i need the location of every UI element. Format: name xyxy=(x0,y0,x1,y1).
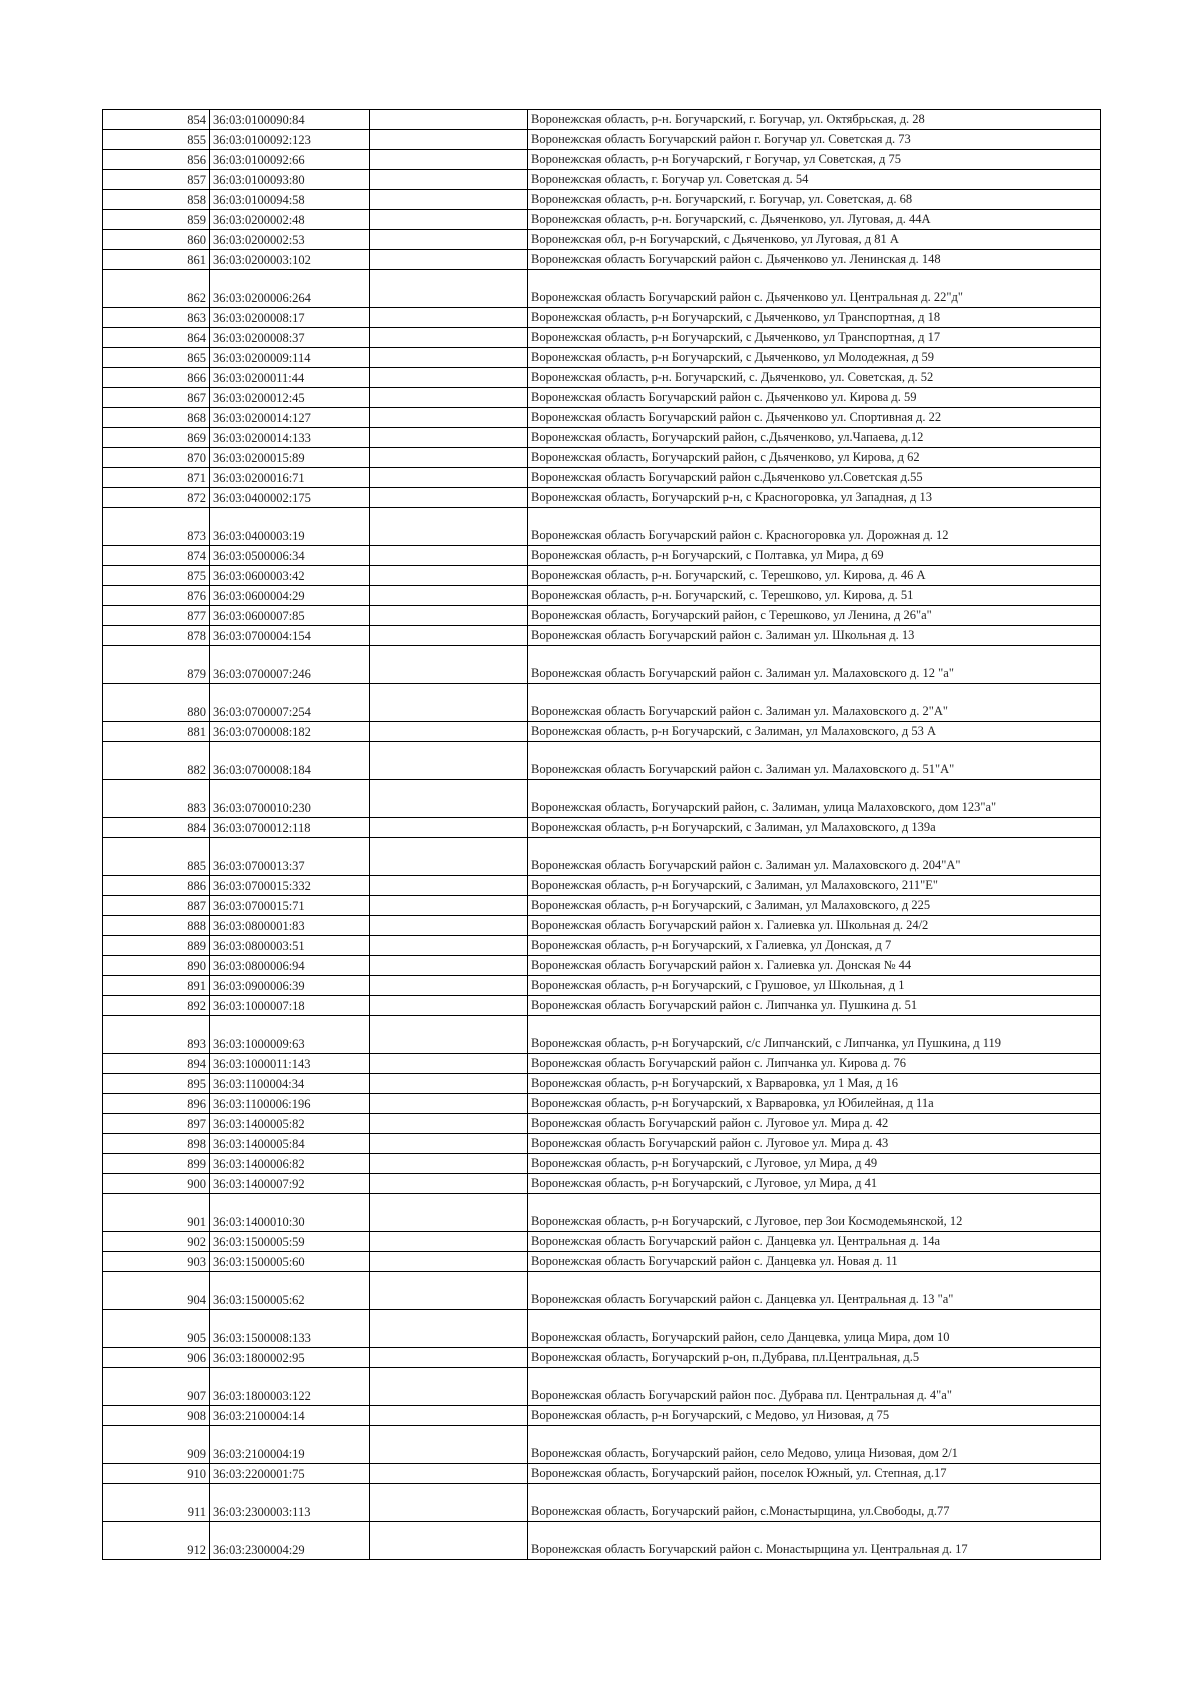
empty-column-cell xyxy=(370,270,528,308)
row-number-cell: 891 xyxy=(103,976,210,996)
empty-column-cell xyxy=(370,976,528,996)
empty-column-cell xyxy=(370,876,528,896)
row-number-cell: 887 xyxy=(103,896,210,916)
cadastral-number-cell: 36:03:2200001:75 xyxy=(210,1464,370,1484)
address-cell: Воронежская область, р-н Богучарский, х Галиевка, ул Донская, д 7 xyxy=(528,936,1101,956)
row-number-cell: 903 xyxy=(103,1252,210,1272)
table-row xyxy=(103,1310,1101,1348)
row-number-cell: 854 xyxy=(103,110,210,130)
row-number-cell: 870 xyxy=(103,448,210,468)
cadastral-number-cell: 36:03:2300003:113 xyxy=(210,1484,370,1522)
row-number-cell: 866 xyxy=(103,368,210,388)
row-number-cell: 874 xyxy=(103,546,210,566)
row-number-cell: 877 xyxy=(103,606,210,626)
address-cell: Воронежская область, р-н Богучарский, с Луговое, ул Мира, д 49 xyxy=(528,1154,1101,1174)
cadastral-number-cell: 36:03:0200002:53 xyxy=(210,230,370,250)
row-number-cell: 901 xyxy=(103,1194,210,1232)
empty-column-cell xyxy=(370,210,528,230)
cadastral-number-cell: 36:03:1800002:95 xyxy=(210,1348,370,1368)
empty-column-cell xyxy=(370,1368,528,1406)
empty-column-cell xyxy=(370,1054,528,1074)
empty-column-cell xyxy=(370,606,528,626)
empty-column-cell xyxy=(370,1134,528,1154)
row-number-cell: 883 xyxy=(103,780,210,818)
table-row xyxy=(103,428,1101,448)
table-row xyxy=(103,1094,1101,1114)
address-cell: Воронежская область, Богучарский район, с. Залиман, улица Малаховского, дом 123"а" xyxy=(528,780,1101,818)
row-number-cell: 878 xyxy=(103,626,210,646)
empty-column-cell xyxy=(370,230,528,250)
cadastral-number-cell: 36:03:0700007:254 xyxy=(210,684,370,722)
cadastral-number-cell: 36:03:0200015:89 xyxy=(210,448,370,468)
table-row xyxy=(103,210,1101,230)
cadastral-number-cell: 36:03:0700008:184 xyxy=(210,742,370,780)
table-row xyxy=(103,1134,1101,1154)
empty-column-cell xyxy=(370,818,528,838)
row-number-cell: 904 xyxy=(103,1272,210,1310)
empty-column-cell xyxy=(370,328,528,348)
row-number-cell: 898 xyxy=(103,1134,210,1154)
row-number-cell: 879 xyxy=(103,646,210,684)
address-cell: Воронежская область, р-н Богучарский, с Дьяченково, ул Транспортная, д 17 xyxy=(528,328,1101,348)
address-cell: Воронежская область Богучарский район с. Залиман ул. Малаховского д. 204"А" xyxy=(528,838,1101,876)
row-number-cell: 896 xyxy=(103,1094,210,1114)
row-number-cell: 886 xyxy=(103,876,210,896)
address-cell: Воронежская область, р-н. Богучарский, с. Терешково, ул. Кирова, д. 46 А xyxy=(528,566,1101,586)
address-cell: Воронежская область, р-н Богучарский, с Грушовое, ул Школьная, д 1 xyxy=(528,976,1101,996)
cadastral-number-cell: 36:03:0800001:83 xyxy=(210,916,370,936)
table-row xyxy=(103,646,1101,684)
address-cell: Воронежская область, Богучарский р-н, с Красногоровка, ул Западная, д 13 xyxy=(528,488,1101,508)
empty-column-cell xyxy=(370,1522,528,1560)
empty-column-cell xyxy=(370,348,528,368)
row-number-cell: 855 xyxy=(103,130,210,150)
empty-column-cell xyxy=(370,1252,528,1272)
empty-column-cell xyxy=(370,1194,528,1232)
row-number-cell: 882 xyxy=(103,742,210,780)
cadastral-number-cell: 36:03:0600007:85 xyxy=(210,606,370,626)
address-cell: Воронежская область, р-н Богучарский, х Варваровка, ул 1 Мая, д 16 xyxy=(528,1074,1101,1094)
empty-column-cell xyxy=(370,1464,528,1484)
empty-column-cell xyxy=(370,150,528,170)
address-cell: Воронежская область, Богучарский район, с.Монастырщина, ул.Свободы, д.77 xyxy=(528,1484,1101,1522)
row-number-cell: 906 xyxy=(103,1348,210,1368)
address-cell: Воронежская область Богучарский район с. Луговое ул. Мира д. 43 xyxy=(528,1134,1101,1154)
empty-column-cell xyxy=(370,896,528,916)
cadastral-number-cell: 36:03:1400005:82 xyxy=(210,1114,370,1134)
address-cell: Воронежская область Богучарский район пос. Дубрава пл. Центральная д. 4"а" xyxy=(528,1368,1101,1406)
cadastral-number-cell: 36:03:0700010:230 xyxy=(210,780,370,818)
cadastral-number-cell: 36:03:0200008:37 xyxy=(210,328,370,348)
cadastral-number-cell: 36:03:1400010:30 xyxy=(210,1194,370,1232)
table-row xyxy=(103,1016,1101,1054)
cadastral-number-cell: 36:03:0500006:34 xyxy=(210,546,370,566)
row-number-cell: 908 xyxy=(103,1406,210,1426)
table-row xyxy=(103,722,1101,742)
table-row xyxy=(103,1054,1101,1074)
address-cell: Воронежская область Богучарский район с. Дьяченково ул. Кирова д. 59 xyxy=(528,388,1101,408)
table-row xyxy=(103,1348,1101,1368)
cadastral-number-cell: 36:03:0200011:44 xyxy=(210,368,370,388)
address-cell: Воронежская область, р-н Богучарский, с Залиман, ул Малаховского, д 225 xyxy=(528,896,1101,916)
cadastral-number-cell: 36:03:1500005:59 xyxy=(210,1232,370,1252)
table-row xyxy=(103,684,1101,722)
address-cell: Воронежская область, Богучарский р-он, п.Дубрава, пл.Центральная, д.5 xyxy=(528,1348,1101,1368)
cadastral-number-cell: 36:03:0100092:66 xyxy=(210,150,370,170)
cadastral-number-cell: 36:03:1400007:92 xyxy=(210,1174,370,1194)
address-cell: Воронежская область Богучарский район с. Монастырщина ул. Центральная д. 17 xyxy=(528,1522,1101,1560)
empty-column-cell xyxy=(370,1484,528,1522)
empty-column-cell xyxy=(370,566,528,586)
cadastral-number-cell: 36:03:2100004:19 xyxy=(210,1426,370,1464)
cadastral-number-cell: 36:03:0800006:94 xyxy=(210,956,370,976)
cadastral-number-cell: 36:03:0700007:246 xyxy=(210,646,370,684)
cadastral-number-cell: 36:03:1500005:60 xyxy=(210,1252,370,1272)
address-cell: Воронежская область Богучарский район с. Данцевка ул. Центральная д. 14а xyxy=(528,1232,1101,1252)
empty-column-cell xyxy=(370,1114,528,1134)
row-number-cell: 856 xyxy=(103,150,210,170)
address-cell: Воронежская обл, р-н Богучарский, с Дьяченково, ул Луговая, д 81 А xyxy=(528,230,1101,250)
empty-column-cell xyxy=(370,586,528,606)
table-row xyxy=(103,606,1101,626)
empty-column-cell xyxy=(370,1232,528,1252)
address-cell: Воронежская область Богучарский район с.Дьяченково ул.Советская д.55 xyxy=(528,468,1101,488)
table-row xyxy=(103,230,1101,250)
table-row xyxy=(103,250,1101,270)
table-row xyxy=(103,448,1101,468)
cadastral-number-cell: 36:03:0100093:80 xyxy=(210,170,370,190)
table-row xyxy=(103,916,1101,936)
row-number-cell: 869 xyxy=(103,428,210,448)
empty-column-cell xyxy=(370,838,528,876)
cadastral-number-cell: 36:03:0700004:154 xyxy=(210,626,370,646)
address-cell: Воронежская область, р-н Богучарский, с Залиман, ул Малаховского, д 53 А xyxy=(528,722,1101,742)
address-cell: Воронежская область Богучарский район с. Залиман ул. Школьная д. 13 xyxy=(528,626,1101,646)
empty-column-cell xyxy=(370,508,528,546)
row-number-cell: 889 xyxy=(103,936,210,956)
table-row xyxy=(103,818,1101,838)
address-cell: Воронежская область, р-н. Богучарский, г. Богучар, ул. Советская, д. 68 xyxy=(528,190,1101,210)
address-cell: Воронежская область, р-н Богучарский, с Дьяченково, ул Молодежная, д 59 xyxy=(528,348,1101,368)
empty-column-cell xyxy=(370,170,528,190)
empty-column-cell xyxy=(370,1174,528,1194)
row-number-cell: 876 xyxy=(103,586,210,606)
address-cell: Воронежская область, р-н. Богучарский, с. Дьяченково, ул. Луговая, д. 44А xyxy=(528,210,1101,230)
cadastral-number-cell: 36:03:0200008:17 xyxy=(210,308,370,328)
table-row xyxy=(103,1074,1101,1094)
table-row xyxy=(103,1522,1101,1560)
row-number-cell: 893 xyxy=(103,1016,210,1054)
address-cell: Воронежская область, Богучарский район, село Медово, улица Низовая, дом 2/1 xyxy=(528,1426,1101,1464)
table-row xyxy=(103,110,1101,130)
table-row xyxy=(103,1484,1101,1522)
table-row xyxy=(103,586,1101,606)
cadastral-number-cell: 36:03:0700015:71 xyxy=(210,896,370,916)
address-cell: Воронежская область, р-н Богучарский, х Варваровка, ул Юбилейная, д 11а xyxy=(528,1094,1101,1114)
table-row xyxy=(103,566,1101,586)
address-cell: Воронежская область Богучарский район с. Красногоровка ул. Дорожная д. 12 xyxy=(528,508,1101,546)
empty-column-cell xyxy=(370,448,528,468)
table-row xyxy=(103,996,1101,1016)
row-number-cell: 872 xyxy=(103,488,210,508)
row-number-cell: 894 xyxy=(103,1054,210,1074)
empty-column-cell xyxy=(370,1348,528,1368)
address-cell: Воронежская область, Богучарский район, с Дьяченково, ул Кирова, д 62 xyxy=(528,448,1101,468)
cadastral-number-cell: 36:03:1500005:62 xyxy=(210,1272,370,1310)
address-cell: Воронежская область, г. Богучар ул. Советская д. 54 xyxy=(528,170,1101,190)
empty-column-cell xyxy=(370,110,528,130)
table-row xyxy=(103,308,1101,328)
row-number-cell: 897 xyxy=(103,1114,210,1134)
table-row xyxy=(103,1174,1101,1194)
row-number-cell: 860 xyxy=(103,230,210,250)
address-cell: Воронежская область Богучарский район х. Галиевка ул. Школьная д. 24/2 xyxy=(528,916,1101,936)
empty-column-cell xyxy=(370,936,528,956)
empty-column-cell xyxy=(370,916,528,936)
row-number-cell: 871 xyxy=(103,468,210,488)
table-row xyxy=(103,546,1101,566)
cadastral-number-cell: 36:03:0100090:84 xyxy=(210,110,370,130)
address-cell: Воронежская область, р-н Богучарский, с Залиман, ул Малаховского, д 139а xyxy=(528,818,1101,838)
table-row xyxy=(103,1154,1101,1174)
address-cell: Воронежская область, р-н Богучарский, г Богучар, ул Советская, д 75 xyxy=(528,150,1101,170)
row-number-cell: 884 xyxy=(103,818,210,838)
address-cell: Воронежская область Богучарский район с. Залиман ул. Малаховского д. 51"А" xyxy=(528,742,1101,780)
row-number-cell: 864 xyxy=(103,328,210,348)
row-number-cell: 905 xyxy=(103,1310,210,1348)
address-cell: Воронежская область Богучарский район с. Дьяченково ул. Ленинская д. 148 xyxy=(528,250,1101,270)
table-row xyxy=(103,150,1101,170)
address-cell: Воронежская область, Богучарский район, поселок Южный, ул. Степная, д.17 xyxy=(528,1464,1101,1484)
address-cell: Воронежская область, р-н. Богучарский, с. Дьяченково, ул. Советская, д. 52 xyxy=(528,368,1101,388)
cadastral-number-cell: 36:03:0200014:127 xyxy=(210,408,370,428)
row-number-cell: 900 xyxy=(103,1174,210,1194)
empty-column-cell xyxy=(370,956,528,976)
table-row xyxy=(103,1426,1101,1464)
cadastral-number-cell: 36:03:0400002:175 xyxy=(210,488,370,508)
cadastral-number-cell: 36:03:0600004:29 xyxy=(210,586,370,606)
row-number-cell: 857 xyxy=(103,170,210,190)
row-number-cell: 885 xyxy=(103,838,210,876)
empty-column-cell xyxy=(370,130,528,150)
table-row xyxy=(103,270,1101,308)
address-cell: Воронежская область Богучарский район с. Данцевка ул. Новая д. 11 xyxy=(528,1252,1101,1272)
address-cell: Воронежская область, Богучарский район, село Данцевка, улица Мира, дом 10 xyxy=(528,1310,1101,1348)
address-cell: Воронежская область Богучарский район с. Дьяченково ул. Центральная д. 22"д" xyxy=(528,270,1101,308)
address-cell: Воронежская область, Богучарский район, с Терешково, ул Ленина, д 26"а" xyxy=(528,606,1101,626)
cadastral-number-cell: 36:03:1500008:133 xyxy=(210,1310,370,1348)
cadastral-number-cell: 36:03:0200003:102 xyxy=(210,250,370,270)
table-row xyxy=(103,468,1101,488)
row-number-cell: 865 xyxy=(103,348,210,368)
cadastral-number-cell: 36:03:0700015:332 xyxy=(210,876,370,896)
table-row xyxy=(103,626,1101,646)
address-cell: Воронежская область, р-н Богучарский, с Полтавка, ул Мира, д 69 xyxy=(528,546,1101,566)
empty-column-cell xyxy=(370,1406,528,1426)
table-row xyxy=(103,190,1101,210)
empty-column-cell xyxy=(370,1094,528,1114)
empty-column-cell xyxy=(370,1310,528,1348)
cadastral-number-cell: 36:03:1800003:122 xyxy=(210,1368,370,1406)
address-cell: Воронежская область, р-н Богучарский, с/с Липчанский, с Липчанка, ул Пушкина, д 119 xyxy=(528,1016,1101,1054)
cadastral-number-cell: 36:03:1400006:82 xyxy=(210,1154,370,1174)
table-row xyxy=(103,1368,1101,1406)
address-cell: Воронежская область, р-н Богучарский, с Луговое, ул Мира, д 41 xyxy=(528,1174,1101,1194)
cadastral-number-cell: 36:03:1100004:34 xyxy=(210,1074,370,1094)
table-row xyxy=(103,170,1101,190)
cadastral-number-cell: 36:03:2300004:29 xyxy=(210,1522,370,1560)
cadastral-number-cell: 36:03:1000009:63 xyxy=(210,1016,370,1054)
row-number-cell: 880 xyxy=(103,684,210,722)
empty-column-cell xyxy=(370,780,528,818)
address-cell: Воронежская область, р-н. Богучарский, с. Терешково, ул. Кирова, д. 51 xyxy=(528,586,1101,606)
cadastral-number-cell: 36:03:0400003:19 xyxy=(210,508,370,546)
address-cell: Воронежская область Богучарский район с. Луговое ул. Мира д. 42 xyxy=(528,1114,1101,1134)
cadastral-number-cell: 36:03:0200016:71 xyxy=(210,468,370,488)
table-row xyxy=(103,1194,1101,1232)
table-row xyxy=(103,408,1101,428)
row-number-cell: 907 xyxy=(103,1368,210,1406)
row-number-cell: 902 xyxy=(103,1232,210,1252)
empty-column-cell xyxy=(370,546,528,566)
row-number-cell: 867 xyxy=(103,388,210,408)
cadastral-number-cell: 36:03:0900006:39 xyxy=(210,976,370,996)
row-number-cell: 892 xyxy=(103,996,210,1016)
address-cell: Воронежская область Богучарский район с. Липчанка ул. Пушкина д. 51 xyxy=(528,996,1101,1016)
cadastral-number-cell: 36:03:0600003:42 xyxy=(210,566,370,586)
row-number-cell: 912 xyxy=(103,1522,210,1560)
table-row xyxy=(103,488,1101,508)
table-row xyxy=(103,1114,1101,1134)
empty-column-cell xyxy=(370,468,528,488)
row-number-cell: 909 xyxy=(103,1426,210,1464)
cadastral-number-cell: 36:03:0700012:118 xyxy=(210,818,370,838)
empty-column-cell xyxy=(370,1016,528,1054)
cadastral-number-cell: 36:03:0800003:51 xyxy=(210,936,370,956)
address-cell: Воронежская область Богучарский район х. Галиевка ул. Донская № 44 xyxy=(528,956,1101,976)
cadastral-number-cell: 36:03:1400005:84 xyxy=(210,1134,370,1154)
empty-column-cell xyxy=(370,428,528,448)
cadastral-number-cell: 36:03:1100006:196 xyxy=(210,1094,370,1114)
cadastral-number-cell: 36:03:1000011:143 xyxy=(210,1054,370,1074)
cadastral-number-cell: 36:03:0200012:45 xyxy=(210,388,370,408)
empty-column-cell xyxy=(370,308,528,328)
table-row xyxy=(103,328,1101,348)
table-row xyxy=(103,1464,1101,1484)
cadastral-number-cell: 36:03:0200002:48 xyxy=(210,210,370,230)
cadastral-number-cell: 36:03:0700008:182 xyxy=(210,722,370,742)
table-row xyxy=(103,1272,1101,1310)
cadastral-number-cell: 36:03:0100092:123 xyxy=(210,130,370,150)
table-row xyxy=(103,1252,1101,1272)
empty-column-cell xyxy=(370,1074,528,1094)
empty-column-cell xyxy=(370,488,528,508)
table-row xyxy=(103,742,1101,780)
table-row xyxy=(103,508,1101,546)
cadastral-number-cell: 36:03:0100094:58 xyxy=(210,190,370,210)
cadastral-number-cell: 36:03:0200009:114 xyxy=(210,348,370,368)
address-cell: Воронежская область Богучарский район г. Богучар ул. Советская д. 73 xyxy=(528,130,1101,150)
row-number-cell: 890 xyxy=(103,956,210,976)
address-cell: Воронежская область, р-н Богучарский, с Медово, ул Низовая, д 75 xyxy=(528,1406,1101,1426)
table-row xyxy=(103,130,1101,150)
empty-column-cell xyxy=(370,996,528,1016)
row-number-cell: 873 xyxy=(103,508,210,546)
empty-column-cell xyxy=(370,368,528,388)
empty-column-cell xyxy=(370,1272,528,1310)
cadastral-number-cell: 36:03:0700013:37 xyxy=(210,838,370,876)
address-cell: Воронежская область, р-н Богучарский, с Луговое, пер Зои Космодемьянской, 12 xyxy=(528,1194,1101,1232)
row-number-cell: 881 xyxy=(103,722,210,742)
empty-column-cell xyxy=(370,1154,528,1174)
address-cell: Воронежская область, Богучарский район, с.Дьяченково, ул.Чапаева, д.12 xyxy=(528,428,1101,448)
table-row xyxy=(103,1406,1101,1426)
row-number-cell: 863 xyxy=(103,308,210,328)
empty-column-cell xyxy=(370,626,528,646)
row-number-cell: 888 xyxy=(103,916,210,936)
row-number-cell: 861 xyxy=(103,250,210,270)
cadastral-number-cell: 36:03:0200014:133 xyxy=(210,428,370,448)
address-cell: Воронежская область Богучарский район с. Залиман ул. Малаховского д. 12 "а" xyxy=(528,646,1101,684)
empty-column-cell xyxy=(370,646,528,684)
row-number-cell: 895 xyxy=(103,1074,210,1094)
table-row xyxy=(103,780,1101,818)
empty-column-cell xyxy=(370,388,528,408)
table-row xyxy=(103,388,1101,408)
table-body xyxy=(103,110,1101,1560)
row-number-cell: 858 xyxy=(103,190,210,210)
address-cell: Воронежская область Богучарский район с. Дьяченково ул. Спортивная д. 22 xyxy=(528,408,1101,428)
empty-column-cell xyxy=(370,190,528,210)
table-row xyxy=(103,838,1101,876)
row-number-cell: 875 xyxy=(103,566,210,586)
empty-column-cell xyxy=(370,684,528,722)
address-cell: Воронежская область Богучарский район с. Данцевка ул. Центральная д. 13 "а" xyxy=(528,1272,1101,1310)
table-row xyxy=(103,368,1101,388)
empty-column-cell xyxy=(370,250,528,270)
address-cell: Воронежская область Богучарский район с. Липчанка ул. Кирова д. 76 xyxy=(528,1054,1101,1074)
empty-column-cell xyxy=(370,722,528,742)
table-row xyxy=(103,876,1101,896)
table-row xyxy=(103,348,1101,368)
row-number-cell: 899 xyxy=(103,1154,210,1174)
address-cell: Воронежская область, р-н. Богучарский, г. Богучар, ул. Октябрьская, д. 28 xyxy=(528,110,1101,130)
empty-column-cell xyxy=(370,408,528,428)
table-row xyxy=(103,956,1101,976)
table-row xyxy=(103,936,1101,956)
row-number-cell: 862 xyxy=(103,270,210,308)
empty-column-cell xyxy=(370,742,528,780)
address-cell: Воронежская область, р-н Богучарский, с Дьяченково, ул Транспортная, д 18 xyxy=(528,308,1101,328)
row-number-cell: 868 xyxy=(103,408,210,428)
address-cell: Воронежская область Богучарский район с. Залиман ул. Малаховского д. 2"А" xyxy=(528,684,1101,722)
cadastral-number-cell: 36:03:0200006:264 xyxy=(210,270,370,308)
row-number-cell: 910 xyxy=(103,1464,210,1484)
row-number-cell: 911 xyxy=(103,1484,210,1522)
cadastral-number-cell: 36:03:1000007:18 xyxy=(210,996,370,1016)
cadastral-number-cell: 36:03:2100004:14 xyxy=(210,1406,370,1426)
table-row xyxy=(103,896,1101,916)
table-row xyxy=(103,1232,1101,1252)
property-table xyxy=(102,109,1101,1560)
row-number-cell: 859 xyxy=(103,210,210,230)
empty-column-cell xyxy=(370,1426,528,1464)
table-row xyxy=(103,976,1101,996)
address-cell: Воронежская область, р-н Богучарский, с Залиман, ул Малаховского, 211"Е" xyxy=(528,876,1101,896)
